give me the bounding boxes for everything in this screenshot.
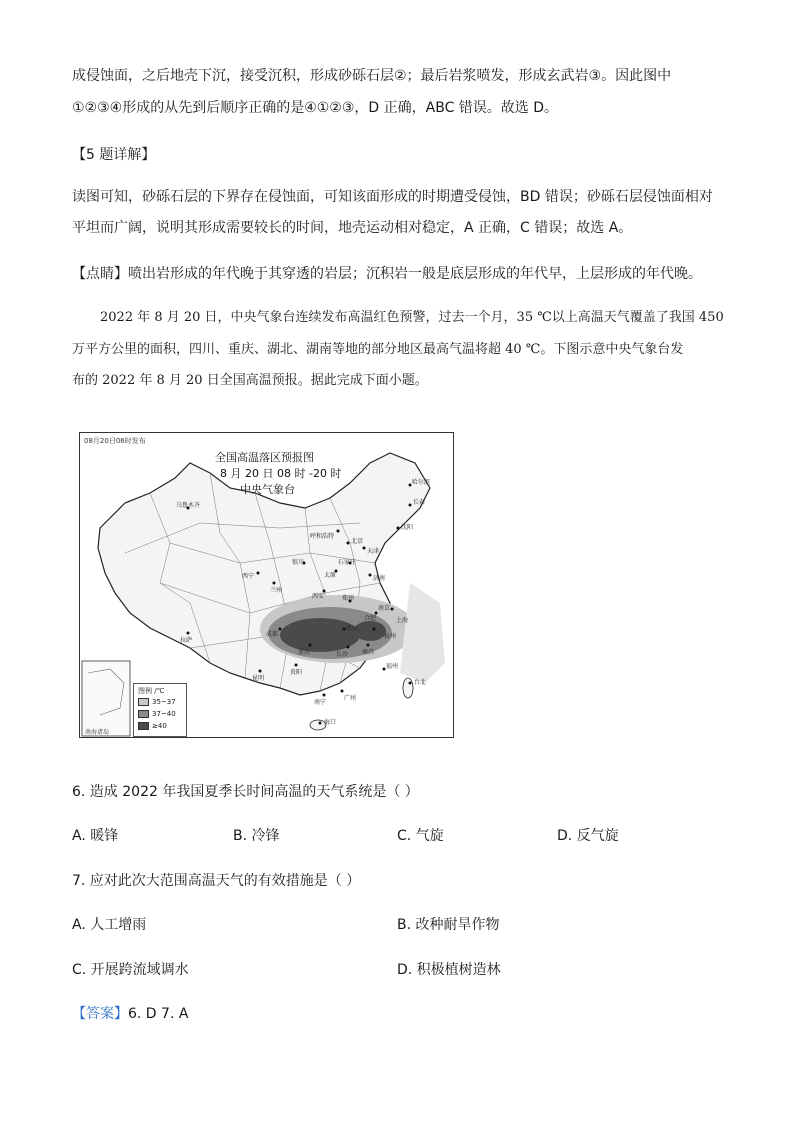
city-label: 银川 — [292, 559, 305, 566]
city-label: 西安 — [312, 593, 325, 600]
city-label: 南昌 — [362, 649, 375, 656]
city-label: 台北 — [414, 679, 427, 686]
city-label: 石家庄 — [338, 559, 357, 566]
legend-swatch-light — [138, 698, 149, 706]
city-label: 哈尔滨 — [412, 479, 431, 486]
map-subtitle-source: 中央气象台 — [240, 483, 295, 496]
city-label: 天津 — [367, 548, 380, 555]
city-label: 北京 — [351, 538, 364, 545]
city-label: 南宁 — [314, 699, 327, 706]
q7-option-d[interactable]: D. 积极植树造林 — [397, 962, 501, 978]
q6-option-c[interactable]: C. 气旋 — [397, 828, 444, 844]
city-label: 南京 — [378, 605, 391, 612]
legend-swatch-dark — [138, 722, 149, 730]
city-label: 杭州 — [384, 633, 397, 640]
city-label: 济南 — [373, 575, 386, 582]
city-label: 兰州 — [270, 587, 283, 594]
city-label: 拉萨 — [180, 637, 193, 644]
intro-line: 万平方公里的面积，四川、重庆、湖北、湖南等地的部分地区最高气温将超 40 ℃。下图示意中央气象台发 — [72, 342, 684, 357]
city-label: 昆明 — [252, 675, 265, 682]
text-line: 平坦而广阔，说明其形成需要较长的时间，地壳运动相对稳定，A 正确，C 错误；故选 A。 — [72, 220, 633, 236]
text-line: 成侵蚀面，之后地壳下沉，接受沉积，形成砂砾石层②；最后岩浆喷发，形成玄武岩③。因此图中 — [72, 68, 672, 84]
q6-option-a[interactable]: A. 暖锋 — [72, 828, 119, 844]
map-title: 全国高温落区预报图 — [215, 451, 314, 464]
legend-title: 图例 /℃ — [138, 687, 165, 695]
legend-item: 35~37 — [138, 698, 176, 706]
city-label: 太原 — [324, 572, 337, 579]
taiwan-island — [403, 678, 413, 698]
south-china-sea-inset — [82, 661, 130, 736]
city-label: 福州 — [386, 663, 399, 670]
city-label: 重庆 — [298, 649, 311, 656]
city-label: 呼和浩特 — [310, 533, 335, 540]
answer-line — [72, 1004, 188, 1024]
city-label: 武汉 — [346, 625, 359, 632]
question-6-stem: 6. 造成 2022 年我国夏季长时间高温的天气系统是（ ） — [72, 784, 419, 800]
issue-time: 08月20日06时发布 — [84, 437, 146, 445]
city-label: 合肥 — [364, 615, 377, 622]
text-line: ①②③④形成的从先到后顺序正确的是④①②③，D 正确，ABC 错误。故选 D。 — [72, 100, 559, 116]
city-label: 长沙 — [336, 651, 349, 658]
city-label: 沈阳 — [401, 524, 414, 531]
city-label: 长春 — [413, 499, 426, 506]
intro-line: 2022 年 8 月 20 日，中央气象台连续发布高温红色预警，过去一个月，35 ℃以上高温天气覆盖了我国 450 — [100, 310, 724, 325]
inset-label: 南海诸岛 — [85, 729, 110, 736]
map-subtitle-time: 8 月 20 日 08 时 -20 时 — [220, 467, 342, 480]
city-label: 郑州 — [342, 595, 355, 602]
legend-item: 37~40 — [138, 710, 176, 718]
legend-item: ≥40 — [138, 722, 167, 730]
city-label: 乌鲁木齐 — [176, 502, 201, 509]
city-label: 贵阳 — [290, 669, 303, 676]
legend-swatch-mid — [138, 710, 149, 718]
city-label: 广州 — [344, 695, 357, 702]
city-label: 成都 — [266, 631, 279, 638]
q6-option-d[interactable]: D. 反气旋 — [557, 828, 619, 844]
q6-option-b[interactable]: B. 冷锋 — [233, 828, 280, 844]
q7-option-a[interactable]: A. 人工增雨 — [72, 917, 147, 933]
city-label: 西宁 — [242, 573, 255, 580]
text-line: 读图可知，砂砾石层的下界存在侵蚀面，可知该面形成的时期遭受侵蚀，BD 错误；砂砾石层侵蚀面相对 — [72, 189, 713, 205]
tip-line: 【点睛】喷出岩形成的年代晚于其穿透的岩层；沉积岩一般是底层形成的年代早，上层形成的年代晚。 — [72, 266, 702, 282]
city-label: 海口 — [324, 719, 337, 726]
heat-zone-over-40 — [354, 621, 386, 641]
q7-option-c[interactable]: C. 开展跨流域调水 — [72, 962, 189, 978]
sea-shading — [400, 583, 445, 683]
intro-line: 布的 2022 年 8 月 20 日全国高温预报。据此完成下面小题。 — [72, 373, 428, 388]
heat-forecast-map — [79, 432, 454, 738]
section-heading: 【5 题详解】 — [72, 147, 156, 163]
answer-text: 6. D 7. A — [128, 1006, 189, 1022]
q7-option-b[interactable]: B. 改种耐旱作物 — [397, 917, 500, 933]
question-7-stem: 7. 应对此次大范围高温天气的有效措施是（ ） — [72, 873, 361, 889]
city-label: 上海 — [396, 617, 409, 624]
answer-tag: 【答案】 — [72, 1006, 128, 1022]
map-legend — [133, 683, 187, 737]
